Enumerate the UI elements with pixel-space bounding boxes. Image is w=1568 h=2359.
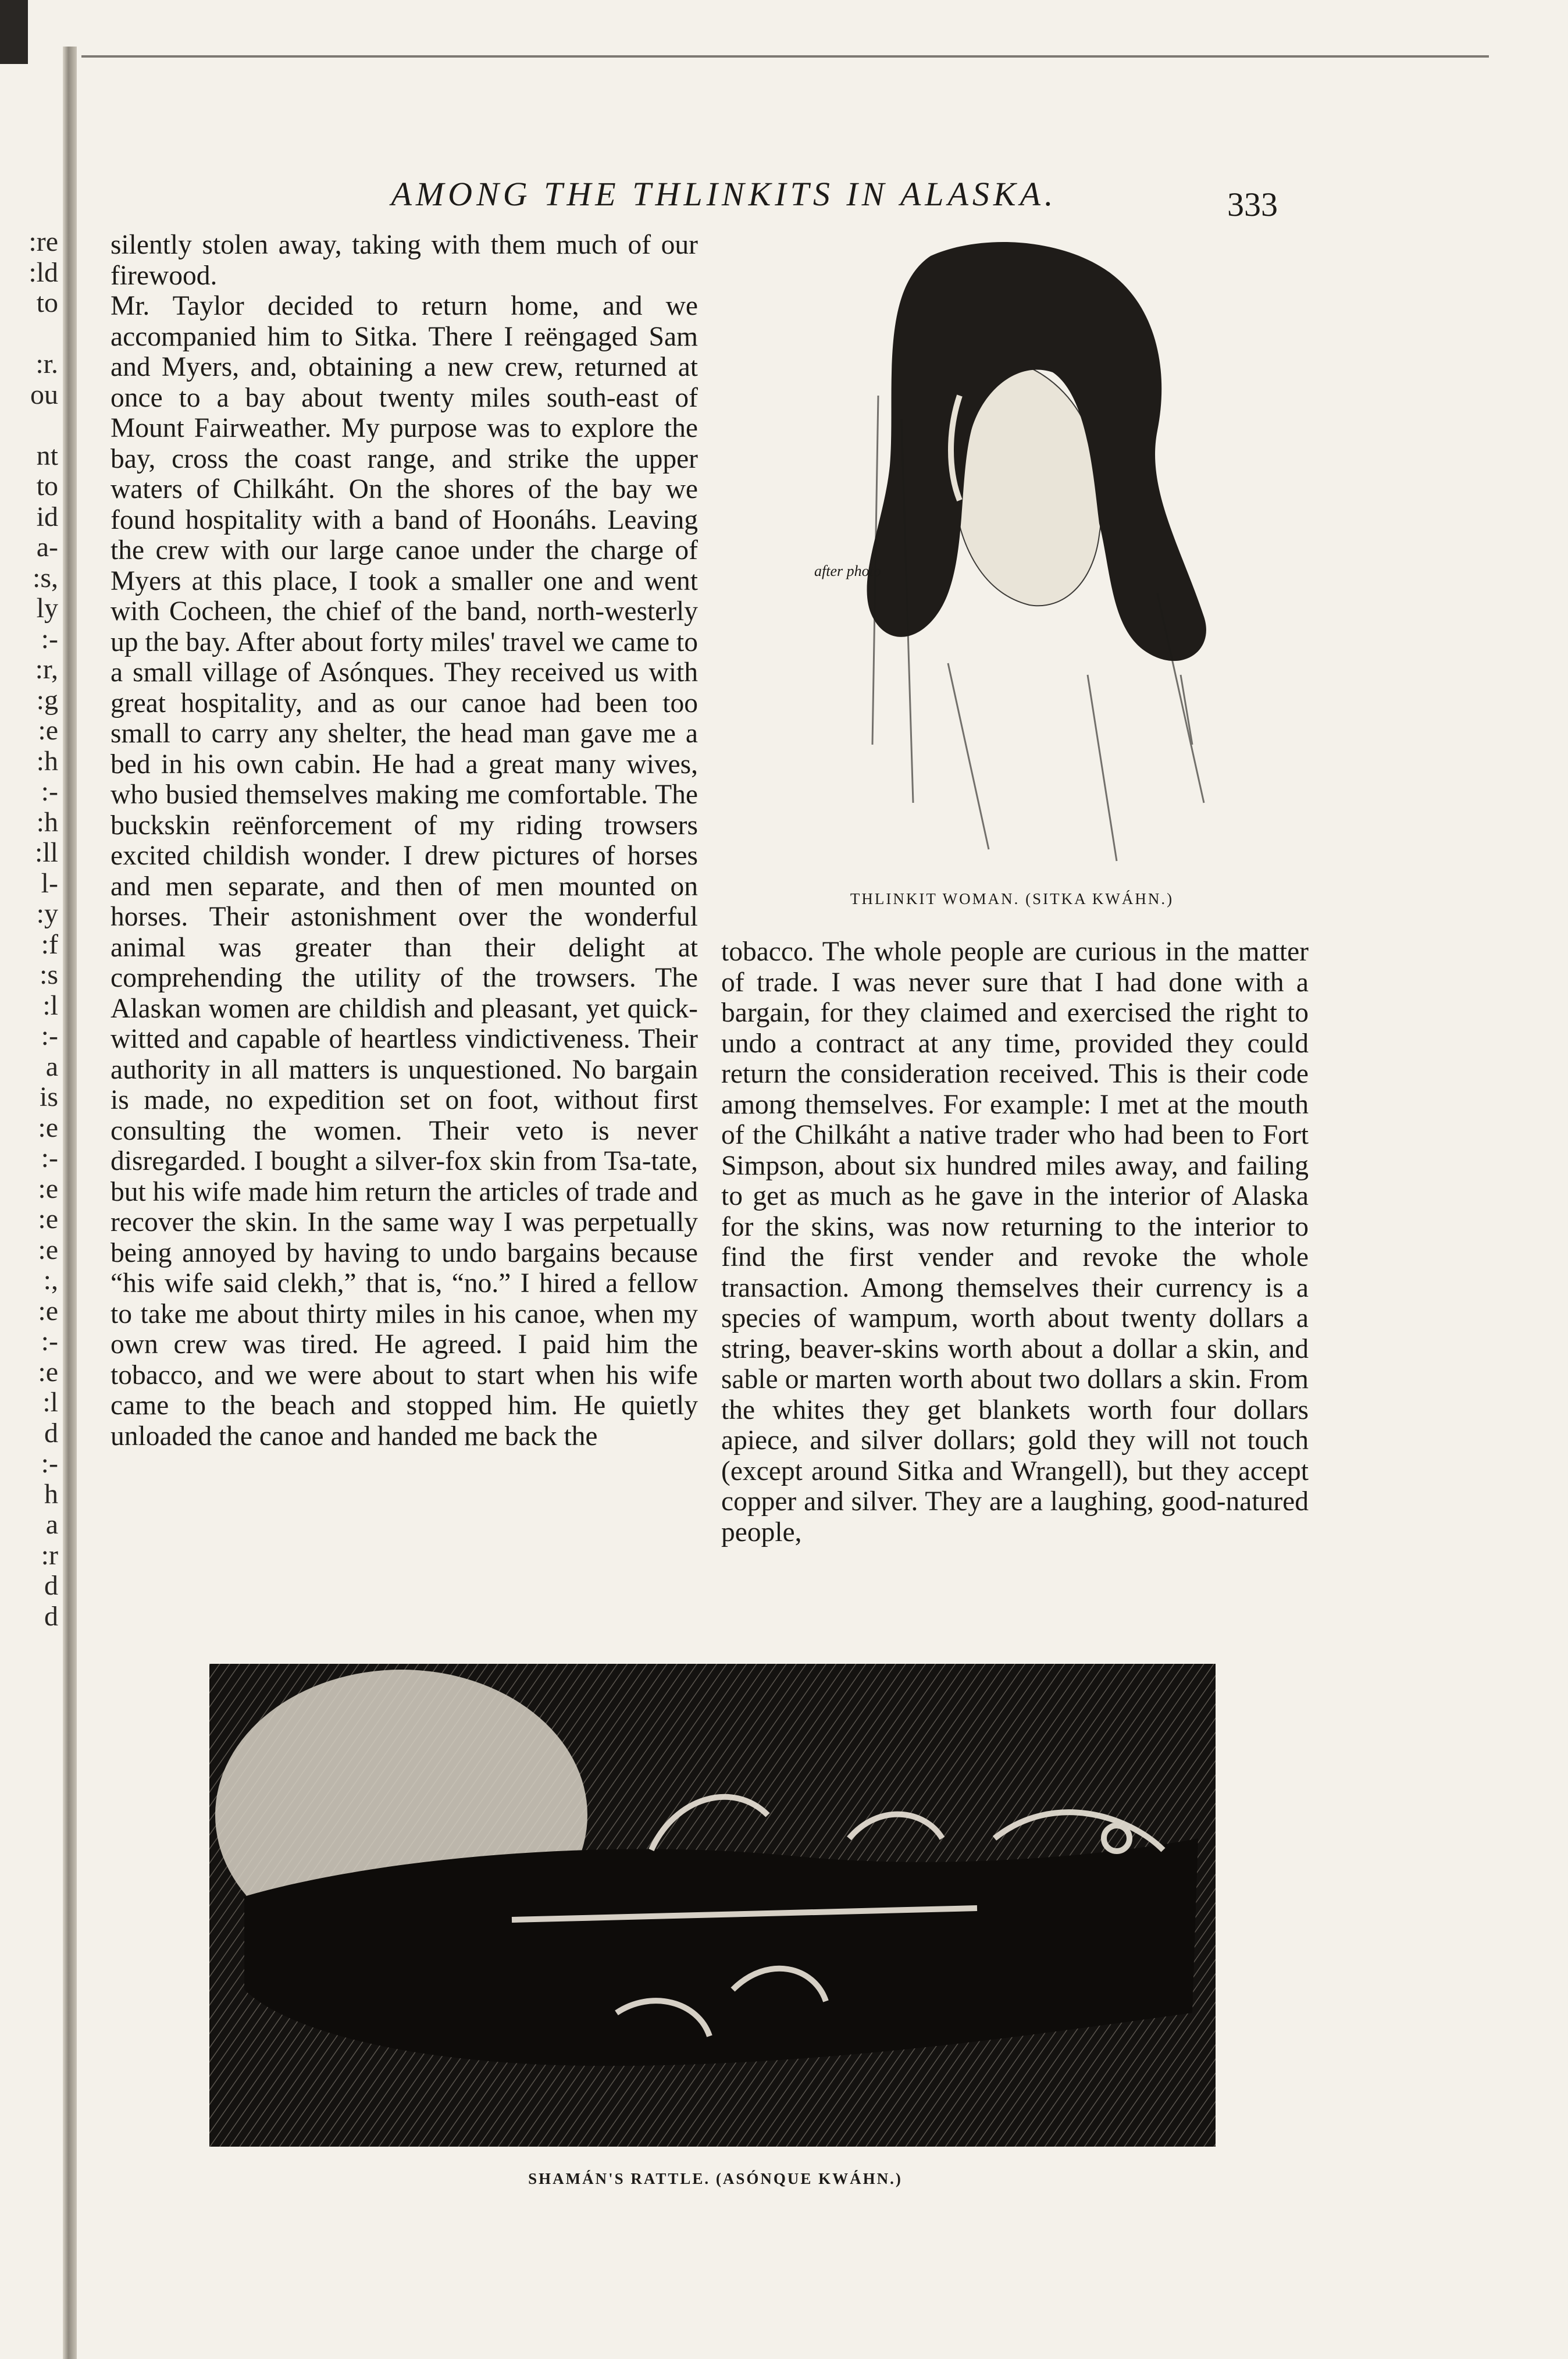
book-spine-shadow: [63, 47, 77, 2359]
scan-gutter-mark: [0, 0, 28, 64]
woman-caption: THLINKIT WOMAN. (SITKA KWÁHN.): [850, 890, 1174, 908]
thlinkit-woman-illustration: [739, 221, 1297, 896]
top-rule: [81, 55, 1489, 58]
facing-page-bleed-text: :re :ld to :r. ou nt to id a- :s, ly :- :r, :g :e :h :- :h :ll l- :y :f :s :l :- a is :e :- :e :e :e :, :e :- :e :l d :- h a :r d d: [28, 227, 58, 1632]
paragraph: silently stolen away, taking with them much of our firewood.: [111, 230, 698, 291]
right-column: tobacco. The whole people are curious in the matter of trade. I was never sure that I had done with a bargain, for they claimed and exercised the right to undo a contract at any time, provided they could return the consideration received. This is their code among themselves. For example: I met at the mouth of the Chilkáht a native trader who had been to Fort Simpson, about six hundred miles away, and failing to get as much as he gave in the interior of Alaska for the skins, was now returning to the interior to find the first vender and revoke the whole transaction. Among themselves their currency is a species of wampum, worth about twenty dollars a string, beaver-skins worth about a dollar a skin, and sable or marten worth about two dollars a skin. From the whites they get blankets worth four dollars apiece, and silver dollars; gold they will not touch (except around Sitka and Wrangell), but they accept copper and silver. They are a laughing, good-natured people,: [721, 937, 1309, 1547]
shaman-rattle-illustration: [209, 1664, 1216, 2147]
page-number: 333: [1227, 186, 1278, 223]
left-column: [111, 230, 698, 1451]
paragraph: Mr. Taylor decided to return home, and we accompanied him to Sitka. There I reëngaged Sam and Myers, and, obtaining a new crew, returned at once to a bay about twenty miles south-east of Mount Fairweather. My purpose was to explore the bay, cross the coast range, and strike the upper waters of Chilkáht. On the shores of the bay we found hospitality with a band of Hoonáhs. Leaving the crew with our large canoe under the charge of Myers at this place, I took a smaller one and went with Cocheen, the chief of the band, north-westerly up the bay. After about forty miles' travel we came to a small village of Asónques. They received us with great hospitality, and as our canoe had been too small to carry any shelter, the head man gave me a bed in his own cabin. He had a great many wives, who busied themselves making me comfortable. The buckskin reënforcement of my riding trowsers excited childish wonder. I drew pictures of horses and men separate, and then of men mounted on horses. Their astonishment over the wonderful animal was greater than their delight at comprehending the utility of the trowsers. The Alaskan women are childish and pleasant, yet quick-witted and capable of heartless vindictiveness. Their authority in all matters is unquestioned. No bargain is made, no expedition set on foot, without first consulting the women. Their veto is never disregarded. I bought a silver-fox skin from Tsa-tate, but his wife made him return the articles of trade and recover the skin. In the same way I was perpetually being annoyed by having to undo bargains because “his wife said clekh,” that is, “no.” I hired a fellow to take me about thirty miles in his canoe, when my own crew was tired. He agreed. I paid him the tobacco, and we were about to start when his wife came to the beach and stopped him. He quietly unloaded the canoe and handed me back the: [111, 291, 698, 1451]
rattle-caption: SHAMÁN'S RATTLE. (ASÓNQUE KWÁHN.): [528, 2170, 903, 2187]
running-title: AMONG THE THLINKITS IN ALASKA.: [391, 175, 1057, 213]
artist-signature: after photo: [814, 563, 881, 579]
